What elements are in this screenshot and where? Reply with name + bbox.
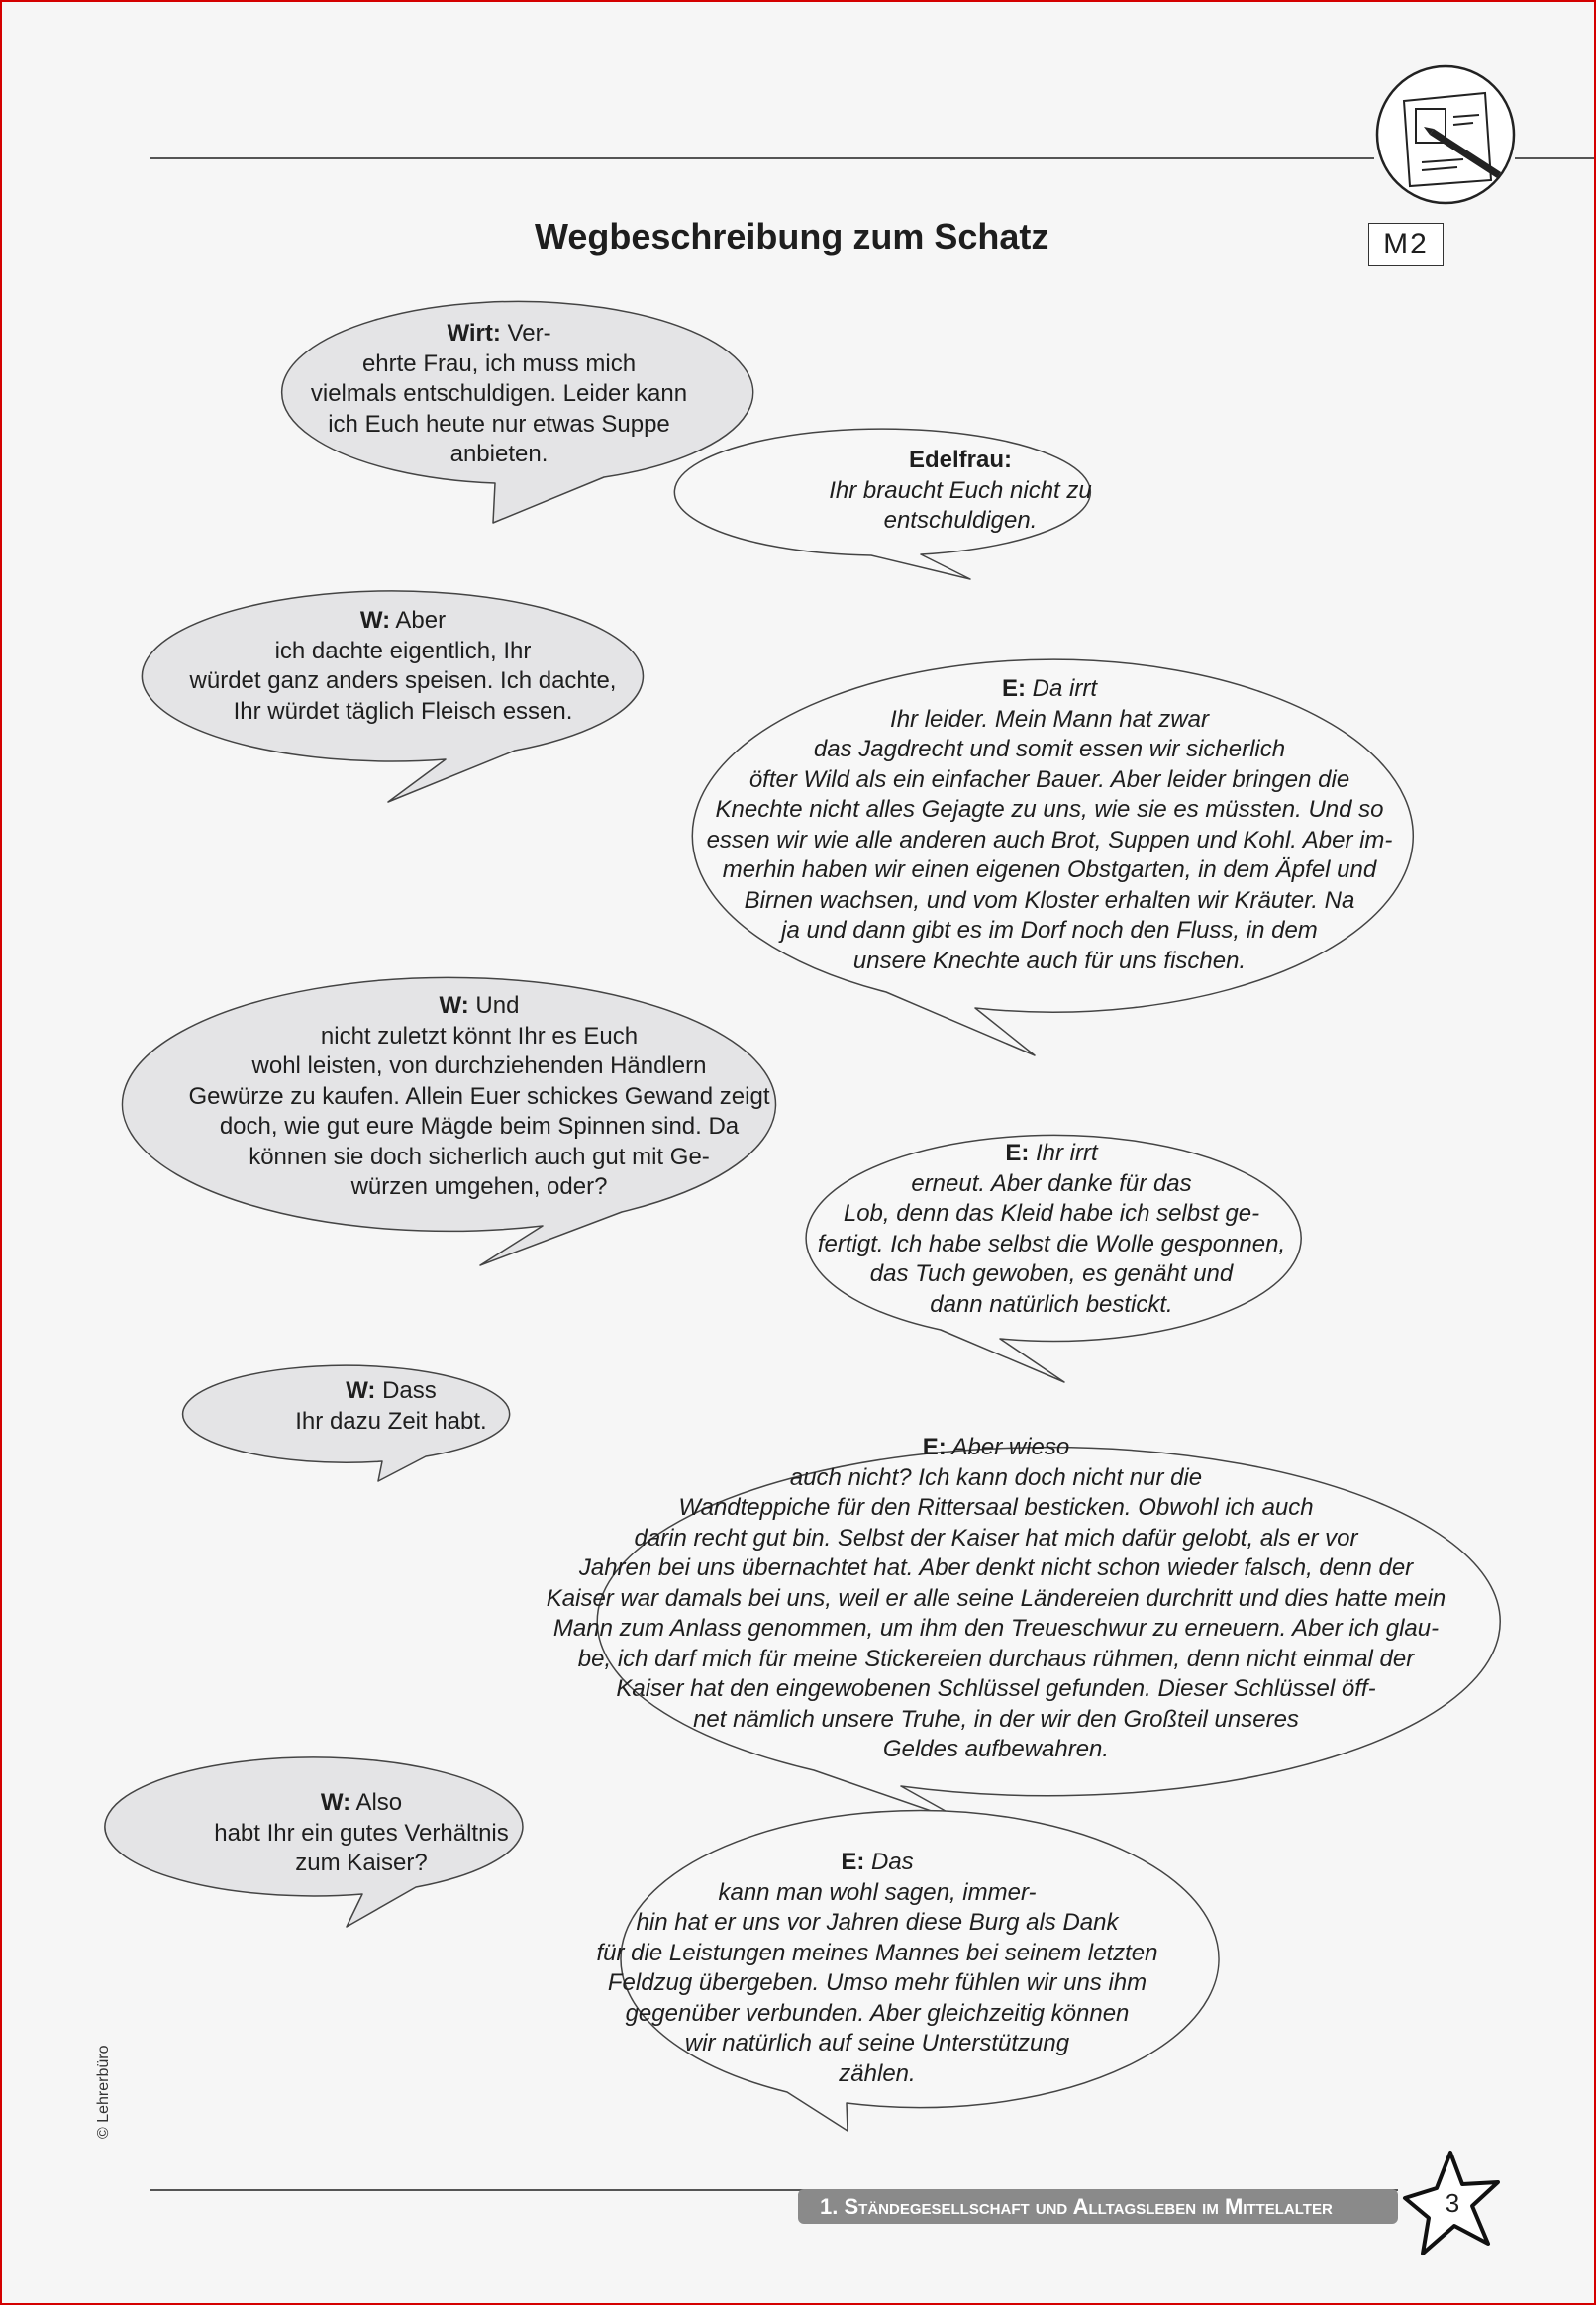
page-title: Wegbeschreibung zum Schatz xyxy=(535,216,1049,256)
speech-line: anbieten. xyxy=(449,441,549,467)
speech-bubble-lady-1 xyxy=(752,446,1168,537)
speech-line: Dass xyxy=(382,1377,437,1404)
speech-line: entschuldigen. xyxy=(883,507,1038,534)
speech-line: Also xyxy=(355,1789,403,1816)
speech-line: Das xyxy=(870,1849,914,1875)
speech-bubble-host-4 xyxy=(228,1376,554,1437)
speech-line: darin recht gut bin. Selbst der Kaiser hat mich dafür gelobt, als er vor xyxy=(634,1524,1358,1552)
speech-line: habt Ihr ein gutes Verhältnis xyxy=(214,1819,509,1847)
speaker-label: E: xyxy=(1001,675,1026,702)
speech-line: nicht zuletzt könnt Ihr es Euch xyxy=(320,1022,639,1050)
speech-line: unsere Knechte auch für uns fischen. xyxy=(852,947,1247,974)
speech-line: Gewürze zu kaufen. Allein Euer schickes Gewand zeigt xyxy=(188,1082,770,1110)
speech-line: Geldes aufbewahren. xyxy=(882,1736,1110,1762)
speech-line: ehrte Frau, ich muss mich xyxy=(361,350,637,377)
speech-bubble-host-5 xyxy=(154,1788,568,1879)
speech-line: dann natürlich bestickt. xyxy=(930,1290,1173,1318)
speaker-label: E: xyxy=(841,1849,865,1875)
speech-bubble-lady-4 xyxy=(545,1433,1447,1765)
chapter-title: Ständegesellschaft und Alltagsleben im Mittelalter xyxy=(844,2194,1333,2219)
speaker-label: W: xyxy=(346,1377,376,1404)
speech-line: Ihr dazu Zeit habt. xyxy=(295,1407,487,1435)
speaker-label: E: xyxy=(922,1434,947,1460)
speech-line: Knechte nicht alles Gejagte zu uns, wie sie es müssten. Und so xyxy=(715,796,1384,823)
speech-line: ich Euch heute nur etwas Suppe xyxy=(328,410,670,438)
speech-line: auch nicht? Ich kann doch nicht nur die xyxy=(789,1463,1203,1491)
copyright-notice: © Lehrerbüro xyxy=(95,2045,112,2139)
speech-line: erneut. Aber danke für das xyxy=(911,1169,1192,1197)
speech-line: Jahren bei uns übernachtet hat. Aber denkt nicht schon wieder falsch, denn der xyxy=(578,1554,1414,1581)
speech-line: das Jagdrecht und somit essen wir sicherlich xyxy=(813,736,1286,762)
speech-line: Kaiser war damals bei uns, weil er alle seine Ländereien durchritt und dies hatte mein xyxy=(546,1584,1446,1612)
speech-line: Lob, denn das Kleid habe ich selbst ge- xyxy=(843,1200,1260,1227)
speech-line: be, ich darf mich für meine Stickereien durchaus rühmen, denn nicht einmal der xyxy=(577,1645,1415,1672)
speech-line: Ver- xyxy=(507,320,551,347)
speaker-label: W: xyxy=(359,607,391,634)
chapter-number: 1. xyxy=(820,2194,839,2219)
speech-line: Ihr würdet täglich Fleisch essen. xyxy=(233,697,573,725)
speech-line: Ihr braucht Euch nicht zu xyxy=(829,476,1092,504)
speech-line: Wandteppiche für den Rittersaal besticken. Obwohl ich auch xyxy=(678,1494,1314,1521)
speech-bubble-host-3 xyxy=(152,991,806,1203)
speech-line: ich dachte eigentlich, Ihr xyxy=(274,637,532,664)
speech-line: Aber wieso xyxy=(951,1434,1070,1460)
speech-line: Birnen wachsen, und vom Kloster erhalten wir Kräuter. Na xyxy=(744,886,1355,914)
speech-line: kann man wohl sagen, immer- xyxy=(718,1878,1037,1906)
speech-bubble-lady-2 xyxy=(689,674,1410,976)
speech-line: essen wir wie alle anderen auch Brot, Suppen und Kohl. Aber im- xyxy=(706,826,1393,853)
speech-line: zählen. xyxy=(839,2059,916,2087)
speech-line: Ihr leider. Mein Mann hat zwar xyxy=(890,705,1209,733)
speech-line: Ihr irrt xyxy=(1036,1140,1098,1166)
speech-line: Kaiser hat den eingewobenen Schlüssel gefunden. Dieser Schlüssel öff- xyxy=(616,1675,1376,1702)
speaker-label: E: xyxy=(1005,1140,1030,1166)
speech-line: können sie doch sicherlich auch gut mit Ge- xyxy=(249,1143,710,1170)
speech-line: fertigt. Ich habe selbst die Wolle gesponnen, xyxy=(817,1230,1286,1257)
speech-line: hin hat er uns vor Jahren diese Burg als Dank xyxy=(636,1909,1119,1936)
speech-line: zum Kaiser? xyxy=(295,1850,428,1876)
speech-line: Und xyxy=(475,992,520,1019)
speech-line: vielmals entschuldigen. Leider kann xyxy=(310,380,688,407)
speech-line: öfter Wild als ein einfacher Bauer. Aber leider bringen die xyxy=(748,765,1350,793)
speech-line: Mann zum Anlass genommen, um ihm den Treueschwur zu erneuern. Aber ich glau- xyxy=(552,1615,1440,1642)
speaker-label: Edelfrau: xyxy=(908,447,1012,473)
speaker-label: W: xyxy=(320,1789,351,1816)
speech-line: net nämlich unsere Truhe, in der wir den Großteil unseres xyxy=(693,1705,1299,1733)
speech-line: gegenüber verbunden. Aber gleichzeitig können xyxy=(625,1999,1130,2027)
speech-line: merhin haben wir einen eigenen Obstgarten, in dem Äpfel und xyxy=(722,856,1377,883)
speech-bubble-lady-5 xyxy=(578,1848,1176,2089)
chapter-footer xyxy=(798,2189,1398,2224)
speech-line: das Tuch gewoben, es genäht und xyxy=(869,1260,1234,1287)
speech-line: würdet ganz anders speisen. Ich dachte, xyxy=(189,667,617,694)
material-badge: M2 xyxy=(1368,223,1444,266)
speech-bubble-host-2 xyxy=(152,606,653,727)
speech-line: würzen umgehen, oder? xyxy=(350,1173,608,1200)
speech-line: Feldzug übergeben. Umso mehr fühlen wir uns ihm xyxy=(607,1969,1147,1996)
speaker-label: W: xyxy=(439,992,469,1019)
speech-line: wohl leisten, von durchziehenden Händlern xyxy=(251,1052,707,1079)
speech-bubble-host-1 xyxy=(263,319,735,470)
speech-bubble-lady-3 xyxy=(804,1139,1299,1320)
speech-line: doch, wie gut eure Mägde beim Spinnen sind. Da xyxy=(219,1113,740,1140)
speaker-label: Wirt: xyxy=(447,320,501,347)
page-number: 3 xyxy=(1445,2188,1460,2218)
speech-line: Aber xyxy=(395,607,447,634)
speech-line: Da irrt xyxy=(1032,675,1097,702)
speech-line: wir natürlich auf seine Unterstützung xyxy=(684,2030,1070,2056)
speech-line: ja und dann gibt es im Dorf noch den Fluss, in dem xyxy=(781,917,1318,944)
speech-line: für die Leistungen meines Mannes bei seinem letzten xyxy=(596,1939,1158,1966)
